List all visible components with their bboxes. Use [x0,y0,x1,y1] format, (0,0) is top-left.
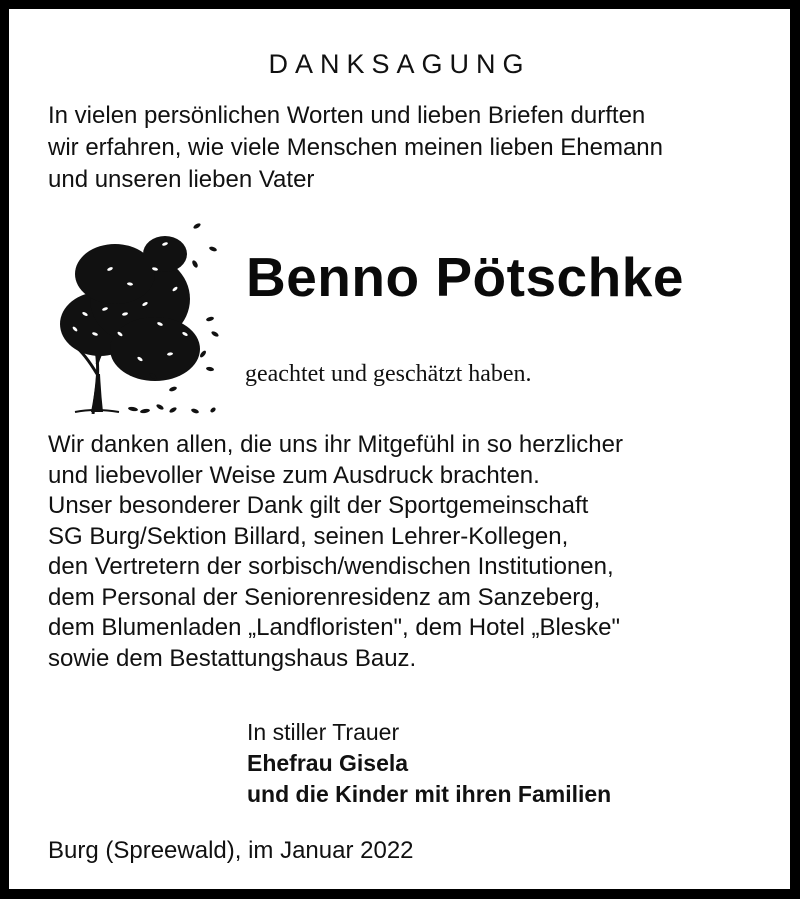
thanks-line: den Vertretern der sorbisch/wendischen Institutionen, [48,553,614,580]
intro-line: In vielen persönlichen Worten und lieben Briefen durften [48,102,646,129]
thanks-line: dem Blumenladen „Landfloristen", dem Hotel „Bleske" [48,614,620,641]
place-date: Burg (Spreewald), im Januar 2022 [48,837,414,864]
tree-with-falling-leaves-icon [45,214,223,414]
signature-block [247,717,611,810]
thanks-line: SG Burg/Sektion Billard, seinen Lehrer-Kollegen, [48,522,569,550]
thanks-line: dem Personal der Seniorenresidenz am Sanzeberg, [48,583,601,611]
intro-line: und unseren lieben Vater [48,166,315,193]
obituary-notice [9,9,790,889]
thanks-line: und liebevoller Weise zum Ausdruck brachten. [48,461,540,489]
intro-text [48,100,663,196]
signature-family: und die Kinder mit ihren Familien [247,781,612,807]
notice-heading: DANKSAGUNG [268,49,531,79]
deceased-name: Benno Pötschke [246,246,684,308]
thanks-line: Wir danken allen, die uns ihr Mitgefühl in so herzlicher [48,431,623,458]
signature-intro: In stiller Trauer [247,719,400,745]
intro-line: wir erfahren, wie viele Menschen meinen lieben Ehemann [48,134,663,161]
thanks-text [48,430,623,674]
thanks-line: sowie dem Bestattungshaus Bauz. [48,644,417,672]
signature-spouse: Ehefrau Gisela [247,750,409,776]
after-name-text: geachtet und geschätzt haben. [245,361,532,387]
thanks-line: Unser besonderer Dank gilt der Sportgemeinschaft [48,492,589,519]
